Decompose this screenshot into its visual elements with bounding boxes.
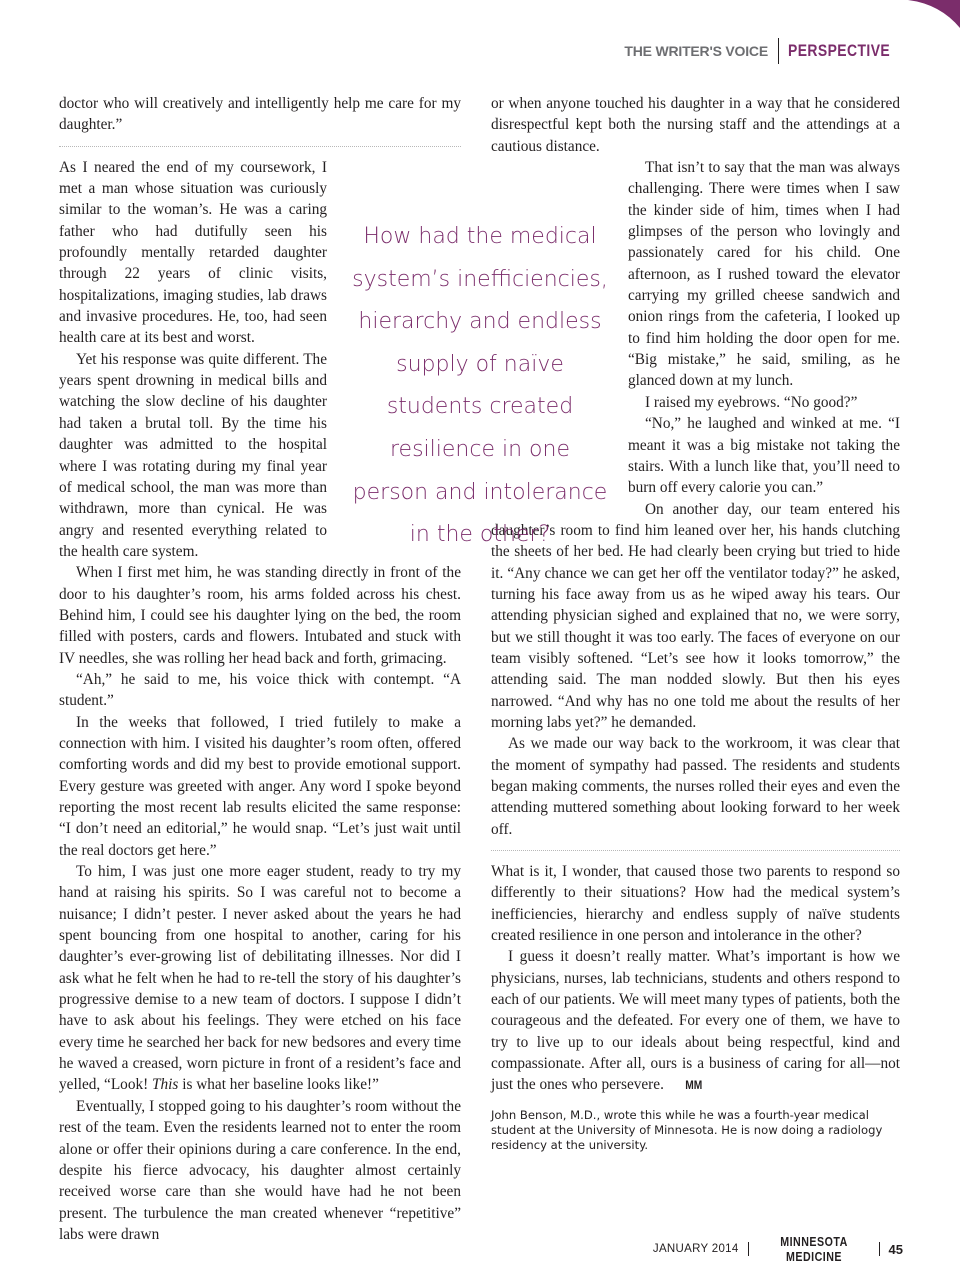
paragraph: “No,” he laughed and winked at me. “I meant it was a big mistake not taking the stairs. With a lunch like that, you’ll need to burn off every calorie you can.” bbox=[628, 415, 900, 497]
paragraph: I raised my eyebrows. “No good?” bbox=[645, 393, 858, 411]
page-footer bbox=[652, 1234, 903, 1264]
quote-end: is what her baseline looks like!” bbox=[178, 1076, 379, 1094]
paragraph: “Ah,” he said to me, his voice thick with contempt. “A student.” bbox=[59, 670, 461, 710]
footer-issue: JANUARY 2014 bbox=[652, 1243, 739, 1255]
paragraph: On another day, our team entered his daughter’s room to find him leaned over her, his hands clutching the sheets of her bed. He had clearly been crying but tried to hide it. “Any chance we can get her off the ventilator today?” he asked, turning his face away from us as he wiped away his tears. Our attending physician sighed and explained that no, we were sorry, but we still thought it was too early. The faces of everyone on our team visibly softened. “Let’s see how it looks tomorrow,” the attending said. The man nodded slowly. But then his eyes narrowed. “And why has no one told me about the results of her morning labs yet?” he demanded. bbox=[491, 500, 900, 731]
footer-divider bbox=[879, 1242, 880, 1256]
paragraph: Eventually, I stopped going to his daughter’s room without the rest of the team. Even the residents learned not to enter the room alone or offer their opinions during a care conference. In the end, despite his fierce advocacy, his daughter almost certainly received worse care than she would have had he not been present. The turbulence the man created whenever “repetitive” labs were drawn bbox=[59, 1097, 461, 1243]
paragraph: As we made our way back to the workroom, it was clear that the moment of sympathy had passed. The residents and students began making comments, the nurses rolled their eyes and even the attending muttered something about looking forward to her week off. bbox=[491, 735, 900, 838]
paragraph-text: I guess it doesn’t really matter. What’s important is how we physicians, nurses, lab technicians, students and others respond to each of our patients. We will meet many types of patients, both the courageous and the defeated. For every one of them, we have to try to live up to our ideals about being respectful, kind and compassionate. After all, ours is a business of caring for all—not just the ones who persevere. bbox=[491, 948, 900, 1094]
paragraph: As I neared the end of my coursework, I met a man whose situation was curiously similar to the woman’s. He was a caring father who had dutifully seen his profoundly mentally retarded daughter through 22 years of clinic visits, hospitalizations, imaging studies, lab draws and invasive procedures. He, too, had seen health care at its best and worst. bbox=[59, 158, 327, 347]
paragraph: That isn’t to say that the man was always challenging. There were times when I saw the kinder side of him, times when I had glimpses of the person who lovingly and passionately cared for his child. One afternoon, as I rushed toward the elevator carrying my grilled cheese sandwich and onion rings from the cafeteria, I looked up to find him holding the door open for me. “Big mistake,” he said, smiling, as he glanced down at my lunch. bbox=[628, 159, 900, 390]
header-title: PERSPECTIVE bbox=[788, 41, 891, 60]
header-section-label: THE WRITER'S VOICE bbox=[624, 43, 768, 59]
author-bio: John Benson, M.D., wrote this while he was a fourth-year medical student at the University of Minnesota. He is now doing a radiology residency at the university. bbox=[491, 1108, 883, 1152]
paragraph: When I first met him, he was standing directly in front of the door to his daughter’s room, his arms folded across his chest. Behind him, I could see his daughter lying on the bed, the room filled with posters, cards and flowers. Intubated and stuck with IV needles, she was rolling her head back and forth, grimacing. bbox=[59, 564, 461, 667]
paragraph bbox=[59, 861, 461, 1096]
page-number: 45 bbox=[888, 1241, 903, 1257]
footer-magazine-name: MINNESOTA MEDICINE bbox=[779, 1234, 848, 1264]
end-mark: MM bbox=[684, 1078, 702, 1093]
section-divider bbox=[59, 146, 461, 147]
paragraph: Yet his response was quite different. The years spent drowning in medical bills and watching the slow decline of his daughter had taken a brutal toll. By the time his daughter was admitted to the hospital where I was rotating during my final year of medical school, the man was more than withdrawn, more than cynical. He was angry and resented everything related to the health care system. bbox=[59, 350, 327, 560]
corner-accent-shape bbox=[900, 0, 960, 28]
paragraph-text: To him, I was just one more eager student, ready to try my hand at raising his spirits. So I was careful not to become a nuisance; I didn’t pester. I never asked about the years he had spent bouncing from one hospital to another, caring for his daughter’s ever-growing list of debilitating illnesses. Nor did I ask what he felt when he had to re-tell the story of his daughter’s progressive demise to a new team of doctors. I suppose I didn’t have to ask about his feelings. They were etched on his face every time he searched her back for new bedsores and every time he waved a creased, worn picture in front of a resident’s face and yelled, bbox=[59, 863, 461, 1094]
quote-start: “Look! bbox=[104, 1076, 153, 1094]
footer-divider bbox=[748, 1242, 749, 1256]
paragraph bbox=[491, 946, 900, 1096]
pull-quote: How had the medical system’s inefficiencies, hierarchy and endless supply of naïve students created resilience in one person and intolerance in the other? bbox=[352, 224, 608, 548]
paragraph: In the weeks that followed, I tried futilely to make a connection with him. I visited his daughter’s room often, offered comforting words and did my best to provide emotional support. Every gesture was greeted with anger. Any word I spoke beyond reporting the most recent lab results elicited the same response: “I don’t need an editorial,” he would snap. “Let’s just wait until the real doctors get here.” bbox=[59, 713, 461, 859]
header-divider bbox=[778, 38, 779, 64]
quote-emphasis: This bbox=[152, 1076, 179, 1094]
paragraph: or when anyone touched his daughter in a way that he considered disrespectful kept both the nursing staff and the attendings at a cautious distance. bbox=[491, 95, 900, 155]
paragraph: What is it, I wonder, that caused those two parents to respond so differently to their situations? How had the medical system’s inefficiencies, hierarchy and endless supply of naïve students created resilience in one person and intolerance in the other? bbox=[491, 863, 900, 945]
section-divider bbox=[491, 850, 900, 851]
paragraph: doctor who will creatively and intelligently help me care for my daughter.” bbox=[59, 95, 461, 134]
page-header bbox=[624, 38, 900, 64]
